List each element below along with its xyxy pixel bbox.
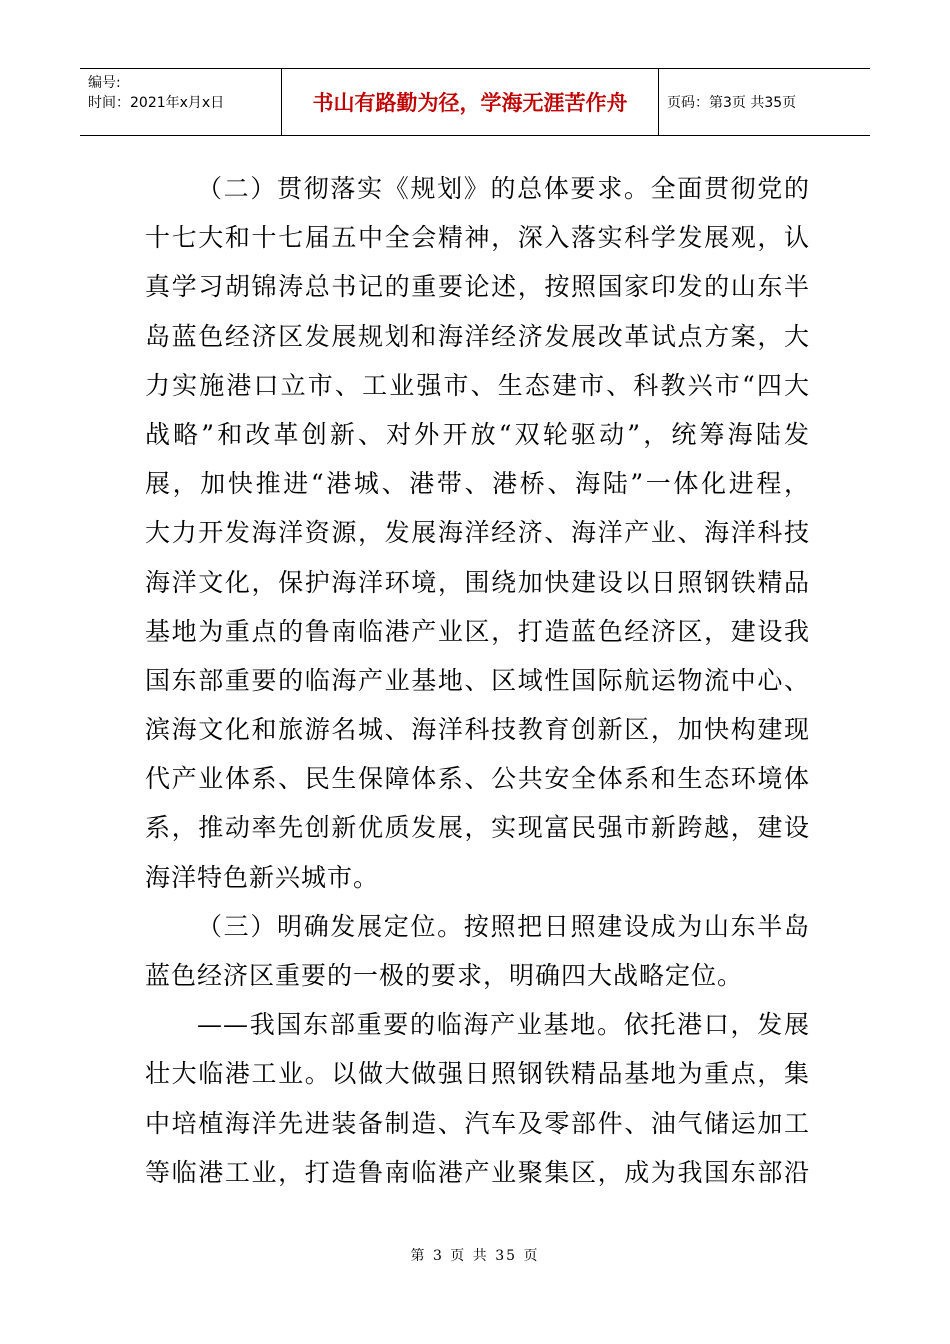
text-line: 海洋文化，保护海洋环境，围绕加快建设以日照钢铁精品 bbox=[145, 567, 810, 597]
text-line: 中培植海洋先进装备制造、汽车及零部件、油气储运加工 bbox=[145, 1108, 810, 1138]
text-line: 大力开发海洋资源，发展海洋经济、海洋产业、海洋科技 bbox=[145, 518, 810, 548]
header-meta-cell bbox=[80, 69, 282, 135]
text-line: 等临港工业，打造鲁南临港产业聚集区，成为我国东部沿 bbox=[145, 1157, 810, 1187]
header-page-info: 页码：第3页 共35页 bbox=[667, 95, 797, 111]
body-text bbox=[145, 164, 810, 1197]
page-footer: 第 3 页 共 35 页 bbox=[410, 1248, 540, 1264]
text-line: 力实施港口立市、工业强市、生态建市、科教兴市“四大 bbox=[145, 370, 810, 400]
text-line: 系，推动率先创新优质发展，实现富民强市新跨越，建设 bbox=[145, 813, 810, 843]
text-line: 基地为重点的鲁南临港产业区，打造蓝色经济区，建设我 bbox=[145, 616, 810, 646]
text-line: 滨海文化和旅游名城、海洋科技教育创新区，加快构建现 bbox=[145, 715, 810, 745]
text-line: （二）贯彻落实《规划》的总体要求。全面贯彻党的 bbox=[197, 174, 810, 203]
text-line: 国东部重要的临海产业基地、区域性国际航运物流中心、 bbox=[145, 665, 810, 695]
time-label: 时间：2021年x月x日 bbox=[88, 95, 225, 111]
text-line: 岛蓝色经济区发展规划和海洋经济发展改革试点方案，大 bbox=[145, 321, 810, 351]
text-line: 壮大临港工业。以做大做强日照钢铁精品基地为重点，集 bbox=[145, 1059, 810, 1089]
text-line: 战略”和改革创新、对外开放“双轮驱动”，统筹海陆发 bbox=[145, 419, 810, 449]
text-line: 蓝色经济区重要的一极的要求，明确四大战略定位。 bbox=[145, 961, 744, 990]
text-line: 展，加快推进“港城、港带、港桥、海陆”一体化进程， bbox=[145, 469, 810, 499]
text-line: （三）明确发展定位。按照把日照建设成为山东半岛 bbox=[197, 911, 810, 941]
text-line: ——我国东部重要的临海产业基地。依托港口，发展 bbox=[197, 1010, 810, 1040]
text-line: 十七大和十七届五中全会精神，深入落实科学发展观，认 bbox=[145, 223, 810, 253]
text-line: 真学习胡锦涛总书记的重要论述，按照国家印发的山东半 bbox=[145, 272, 810, 302]
header-table bbox=[80, 68, 870, 136]
number-label: 编号: bbox=[88, 75, 121, 91]
header-motto: 书山有路勤为径，学海无涯苦作舟 bbox=[282, 69, 659, 135]
text-line: 海洋特色新兴城市。 bbox=[145, 862, 380, 892]
text-line: 代产业体系、民生保障体系、公共安全体系和生态环境体 bbox=[145, 764, 810, 794]
